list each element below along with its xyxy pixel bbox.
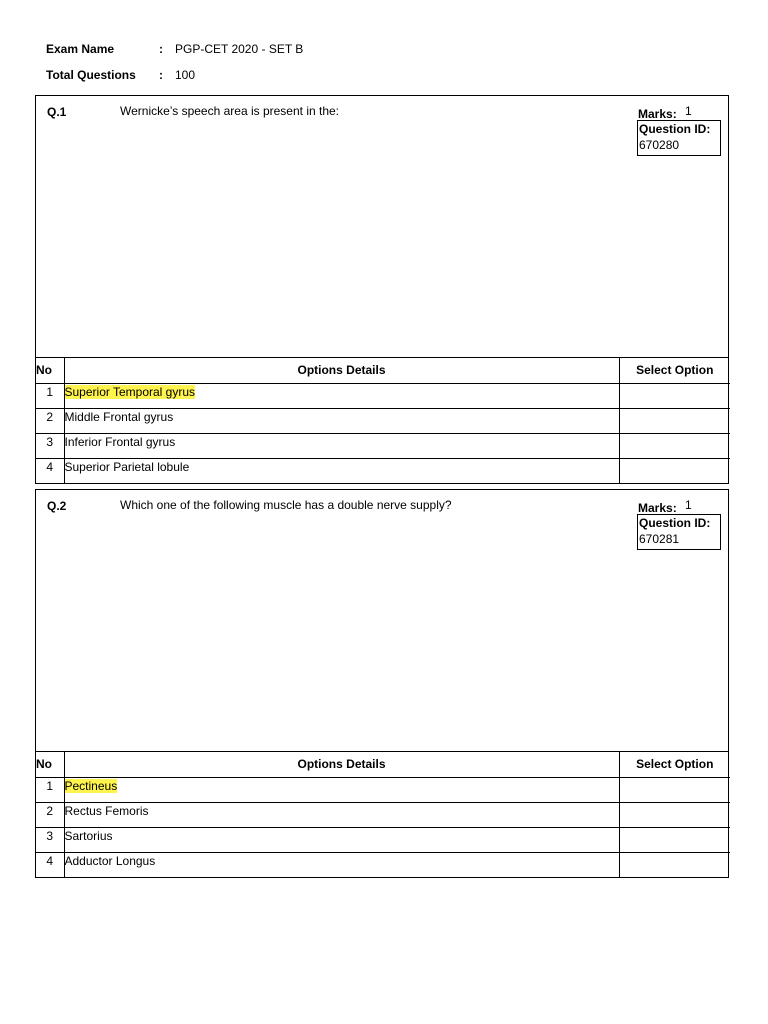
- option-number: 4: [36, 852, 64, 877]
- question-area: [36, 490, 728, 752]
- option-number: 2: [36, 408, 64, 433]
- marks-value: 1: [685, 498, 692, 512]
- marks-value: 1: [685, 104, 692, 118]
- option-text-cell: [64, 777, 619, 802]
- no-column-header: No: [36, 358, 64, 383]
- option-text: Middle Frontal gyrus: [64, 409, 174, 424]
- option-number: 2: [36, 802, 64, 827]
- question-number: Q.2: [47, 499, 67, 513]
- question-block-2: [35, 489, 729, 878]
- total-questions-colon: :: [159, 68, 163, 82]
- question-block-1: [35, 95, 729, 484]
- question-number: Q.1: [47, 105, 67, 119]
- option-text-cell: [64, 433, 619, 458]
- option-text-highlighted: Pectineus: [64, 778, 118, 793]
- option-text-highlighted: Superior Temporal gyrus: [64, 384, 196, 399]
- option-number: 1: [36, 777, 64, 802]
- question-id-label: Question ID:: [639, 122, 711, 136]
- select-option-cell[interactable]: [619, 802, 730, 827]
- question-id-box: [637, 120, 721, 156]
- exam-name-label: Exam Name: [46, 42, 115, 56]
- option-number: 3: [36, 827, 64, 852]
- exam-name-colon: :: [159, 42, 163, 56]
- option-text: Rectus Femoris: [64, 803, 149, 818]
- option-text: Superior Parietal lobule: [64, 459, 190, 474]
- question-area: [36, 96, 728, 358]
- question-id-value: 670280: [639, 138, 680, 152]
- option-text: Sartorius: [64, 828, 113, 843]
- option-row: [36, 777, 730, 802]
- option-row: [36, 852, 730, 877]
- select-option-cell[interactable]: [619, 433, 730, 458]
- exam-name-value: PGP-CET 2020 - SET B: [175, 42, 304, 56]
- option-text: Inferior Frontal gyrus: [64, 434, 176, 449]
- option-text-cell: [64, 852, 619, 877]
- option-text: Adductor Longus: [64, 853, 156, 868]
- select-option-cell[interactable]: [619, 777, 730, 802]
- select-option-cell[interactable]: [619, 827, 730, 852]
- option-text-cell: [64, 383, 619, 408]
- option-row: [36, 458, 730, 483]
- option-text-cell: [64, 458, 619, 483]
- total-questions-value: 100: [175, 68, 196, 82]
- select-option-header: Select Option: [619, 358, 730, 383]
- option-row: [36, 408, 730, 433]
- question-id-box: [637, 514, 721, 550]
- question-text: Which one of the following muscle has a double nerve supply?: [120, 498, 452, 512]
- total-questions-label: Total Questions: [46, 68, 136, 82]
- select-option-header: Select Option: [619, 752, 730, 777]
- option-number: 3: [36, 433, 64, 458]
- options-table: [36, 752, 730, 877]
- select-option-cell[interactable]: [619, 852, 730, 877]
- question-id-label: Question ID:: [639, 516, 711, 530]
- marks-label: Marks:: [638, 107, 677, 121]
- option-text-cell: [64, 827, 619, 852]
- option-text-cell: [64, 802, 619, 827]
- option-row: [36, 802, 730, 827]
- question-id-value: 670281: [639, 532, 680, 546]
- option-row: [36, 827, 730, 852]
- select-option-cell[interactable]: [619, 383, 730, 408]
- select-option-cell[interactable]: [619, 408, 730, 433]
- select-option-cell[interactable]: [619, 458, 730, 483]
- options-details-header: Options Details: [64, 752, 619, 777]
- options-header-row: [36, 358, 730, 383]
- option-number: 1: [36, 383, 64, 408]
- no-column-header: No: [36, 752, 64, 777]
- options-header-row: [36, 752, 730, 777]
- marks-label: Marks:: [638, 501, 677, 515]
- option-row: [36, 433, 730, 458]
- option-number: 4: [36, 458, 64, 483]
- options-table: [36, 358, 730, 483]
- question-text: Wernicke’s speech area is present in the:: [120, 104, 340, 118]
- options-details-header: Options Details: [64, 358, 619, 383]
- option-text-cell: [64, 408, 619, 433]
- option-row: [36, 383, 730, 408]
